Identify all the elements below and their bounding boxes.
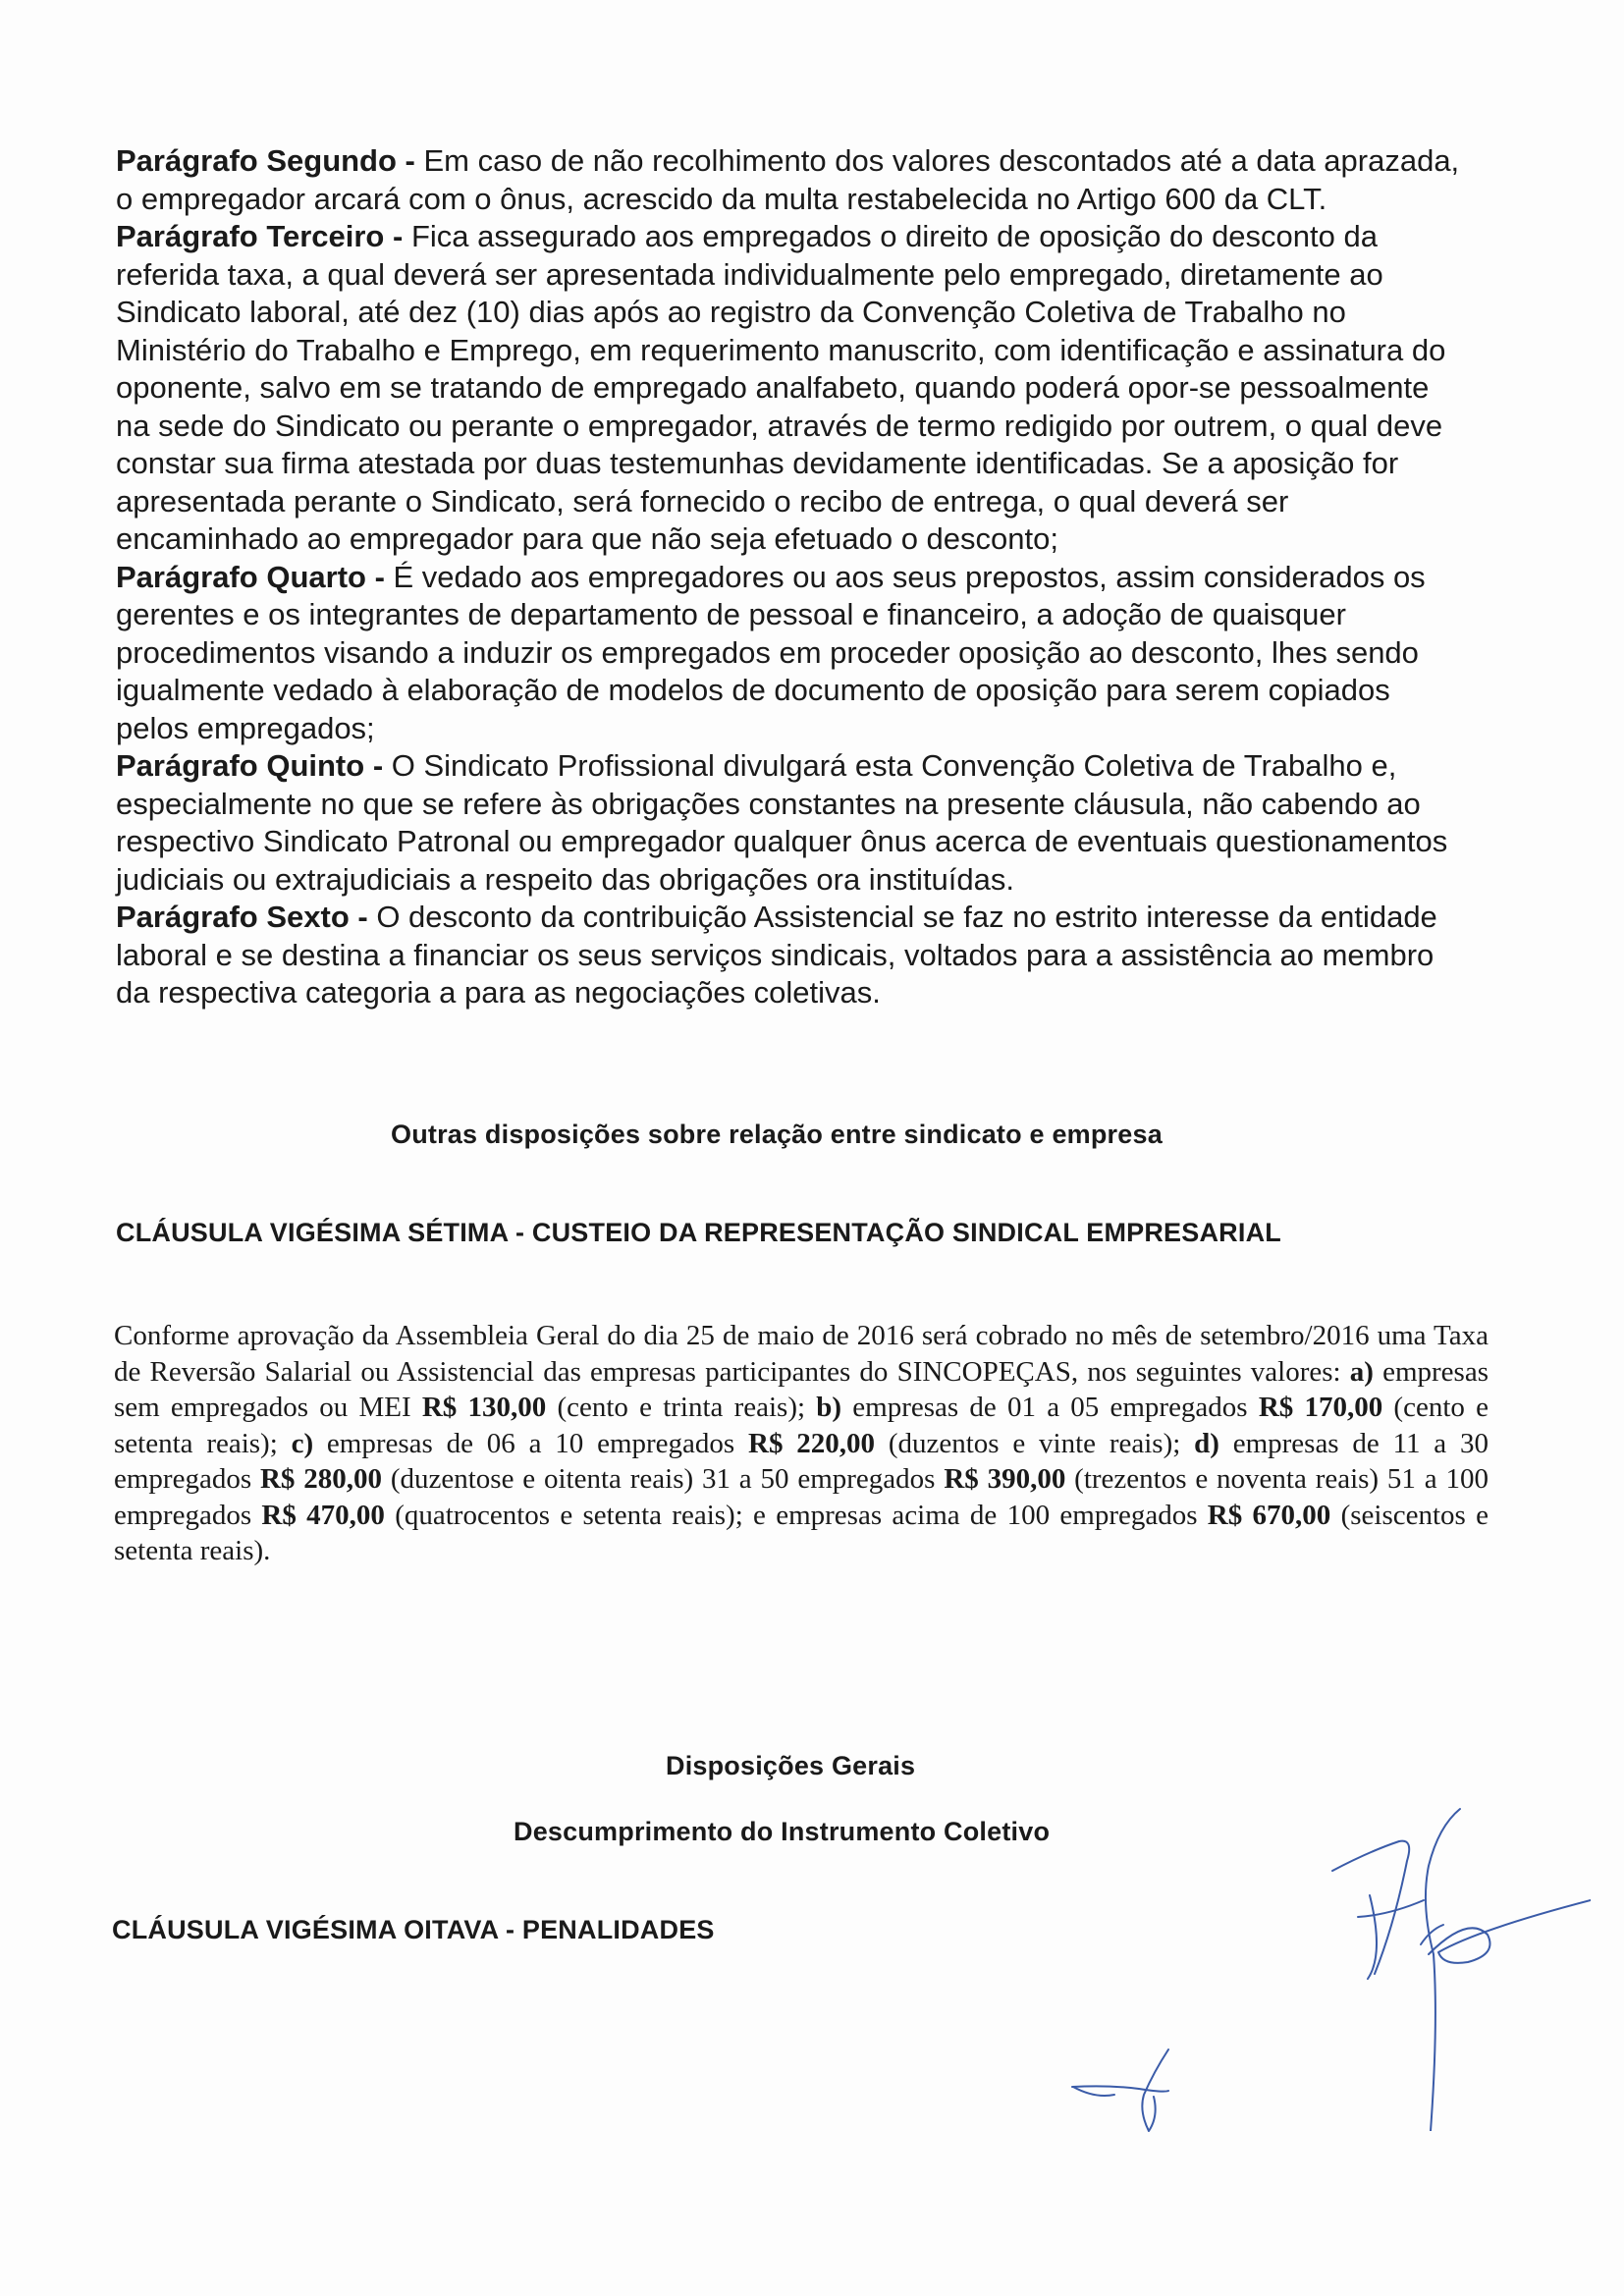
value-d: R$ 280,00 <box>259 1463 382 1495</box>
paragrafo-text: O desconto da contribuição Assistencial se faz no estrito interesse da entidade laboral e se destina a financiar os seus serviços sindicais, voltados para a assistência ao membro da respectiva categoria a para as negociações coletivas. <box>116 900 1437 1010</box>
paragraphs-block <box>116 142 1471 1012</box>
clausula-28-title: CLÁUSULA VIGÉSIMA OITAVA - PENALIDADES <box>112 1915 715 1944</box>
value-e: R$ 390,00 <box>944 1463 1066 1495</box>
value-f: R$ 470,00 <box>261 1499 385 1531</box>
paragrafo-label: Parágrafo Segundo <box>116 143 397 178</box>
clausula-27-title: CLÁUSULA VIGÉSIMA SÉTIMA - CUSTEIO DA REPRESENTAÇÃO SINDICAL EMPRESARIAL <box>116 1218 1281 1247</box>
clausula-27-body: Conforme aprovação da Assembleia Geral do dia 25 de maio de 2016 será cobrado no mês de setembro/2016 uma Taxa de Reversão Salarial ou Assistencial das empresas participantes do SINCOPEÇAS, nos seguintes valores: a) empresas sem empregados ou MEI R$ 130,00 (cento e trinta reais); b) empresas de 01 a 05 empregados R$ 170,00 (cento e setenta reais); c) empresas de 06 a 10 empregados R$ 220,00 (duzentos e vinte reais); d) empresas de 11 a 30 empregados R$ 280,00 (duzentose e oitenta reais) 31 a 50 empregados R$ 390,00 (trezentos e noventa reais) 51 a 100 empregados R$ 470,00 (quatrocentos e setenta reais); e empresas acima de 100 empregados R$ 670,00 (seiscentos e setenta reais). <box>114 1320 1489 1566</box>
paragrafo-quinto: Parágrafo Quinto - O Sindicato Profissional divulgará esta Convenção Coletiva de Trabalho e, especialmente no que se refere às obrigações constantes na presente cláusula, não cabendo ao respectivo Sindicato Patronal ou empregador qualquer ônus acerca de eventuais questionamentos judiciais ou extrajudiciais a respeito das obrigações ora instituídas. <box>116 748 1448 897</box>
value-g: R$ 670,00 <box>1207 1499 1331 1531</box>
paragrafo-label: Parágrafo Terceiro <box>116 219 385 253</box>
value-c: R$ 220,00 <box>748 1427 876 1459</box>
handwritten-signature <box>1330 1807 1591 2131</box>
paragrafo-text: É vedado aos empregadores ou aos seus prepostos, assim considerados os gerentes e os integrantes de departamento de pessoal e financeiro, a adoção de quaisquer procedimentos visando a induzir os empregados em proceder oposição ao desconto, lhes sendo igualmente vedado à elaboração de modelos de documento de oposição para serem copiados pelos empregados; <box>116 559 1426 745</box>
section-heading-outras: Outras disposições sobre relação entre sindicato e empresa <box>391 1120 1163 1149</box>
value-a: R$ 130,00 <box>421 1392 547 1423</box>
paragrafo-text: Em caso de não recolhimento dos valores descontados até a data aprazada, o empregador arcará com o ônus, acrescido da multa restabelecida no Artigo 600 da CLT. <box>116 143 1460 216</box>
handwritten-initials <box>1070 2048 1198 2136</box>
value-b: R$ 170,00 <box>1258 1392 1383 1423</box>
section-heading-descumprimento: Descumprimento do Instrumento Coletivo <box>514 1817 1051 1846</box>
paragrafo-sexto: Parágrafo Sexto - O desconto da contribuição Assistencial se faz no estrito interesse da entidade laboral e se destina a financiar os seus serviços sindicais, voltados para a assistência ao membro da respectiva categoria a para as negociações coletivas. <box>116 900 1437 1010</box>
paragrafo-text: O Sindicato Profissional divulgará esta Convenção Coletiva de Trabalho e, especialmente no que se refere às obrigações constantes na presente cláusula, não cabendo ao respectivo Sindicato Patronal ou empregador qualquer ônus acerca de eventuais questionamentos judiciais ou extrajudiciais a respeito das obrigações ora instituídas. <box>116 748 1448 897</box>
paragrafo-quarto: Parágrafo Quarto - É vedado aos empregadores ou aos seus prepostos, assim considerados os gerentes e os integrantes de departamento de pessoal e financeiro, a adoção de quaisquer procedimentos visando a induzir os empregados em proceder oposição ao desconto, lhes sendo igualmente vedado à elaboração de modelos de documento de oposição para serem copiados pelos empregados; <box>116 559 1426 745</box>
paragrafo-text: Fica assegurado aos empregados o direito de oposição do desconto da referida taxa, a qual deverá ser apresentada individualmente pelo empregado, diretamente ao Sindicato laboral, até dez (10) dias após ao registro da Convenção Coletiva de Trabalho no Ministério do Trabalho e Emprego, em requerimento manuscrito, com identificação e assinatura do oponente, salvo em se tratando de empregado analfabeto, quando poderá opor-se pessoalmente na sede do Sindicato ou perante o empregador, através de termo redigido por outrem, o qual deve constar sua firma atestada por duas testemunhas devidamente identificadas. Se a aposição for apresentada perante o Sindicato, será fornecido o recibo de entrega, o qual deverá ser encaminhado ao empregador para que não seja efetuado o desconto; <box>116 219 1446 556</box>
paragrafo-label: Parágrafo Quarto <box>116 559 366 594</box>
section-heading-gerais: Disposições Gerais <box>666 1751 916 1780</box>
paragrafo-terceiro: Parágrafo Terceiro - Fica assegurado aos empregados o direito de oposição do desconto da referida taxa, a qual deverá ser apresentada individualmente pelo empregado, diretamente ao Sindicato laboral, até dez (10) dias após ao registro da Convenção Coletiva de Trabalho no Ministério do Trabalho e Emprego, em requerimento manuscrito, com identificação e assinatura do oponente, salvo em se tratando de empregado analfabeto, quando poderá opor-se pessoalmente na sede do Sindicato ou perante o empregador, através de termo redigido por outrem, o qual deve constar sua firma atestada por duas testemunhas devidamente identificadas. Se a aposição for apresentada perante o Sindicato, será fornecido o recibo de entrega, o qual deverá ser encaminhado ao empregador para que não seja efetuado o desconto; <box>116 219 1446 556</box>
paragrafo-segundo: Parágrafo Segundo - Em caso de não recolhimento dos valores descontados até a data aprazada, o empregador arcará com o ônus, acrescido da multa restabelecida no Artigo 600 da CLT. <box>116 143 1460 216</box>
paragrafo-label: Parágrafo Quinto <box>116 748 365 783</box>
paragrafo-label: Parágrafo Sexto <box>116 900 350 934</box>
